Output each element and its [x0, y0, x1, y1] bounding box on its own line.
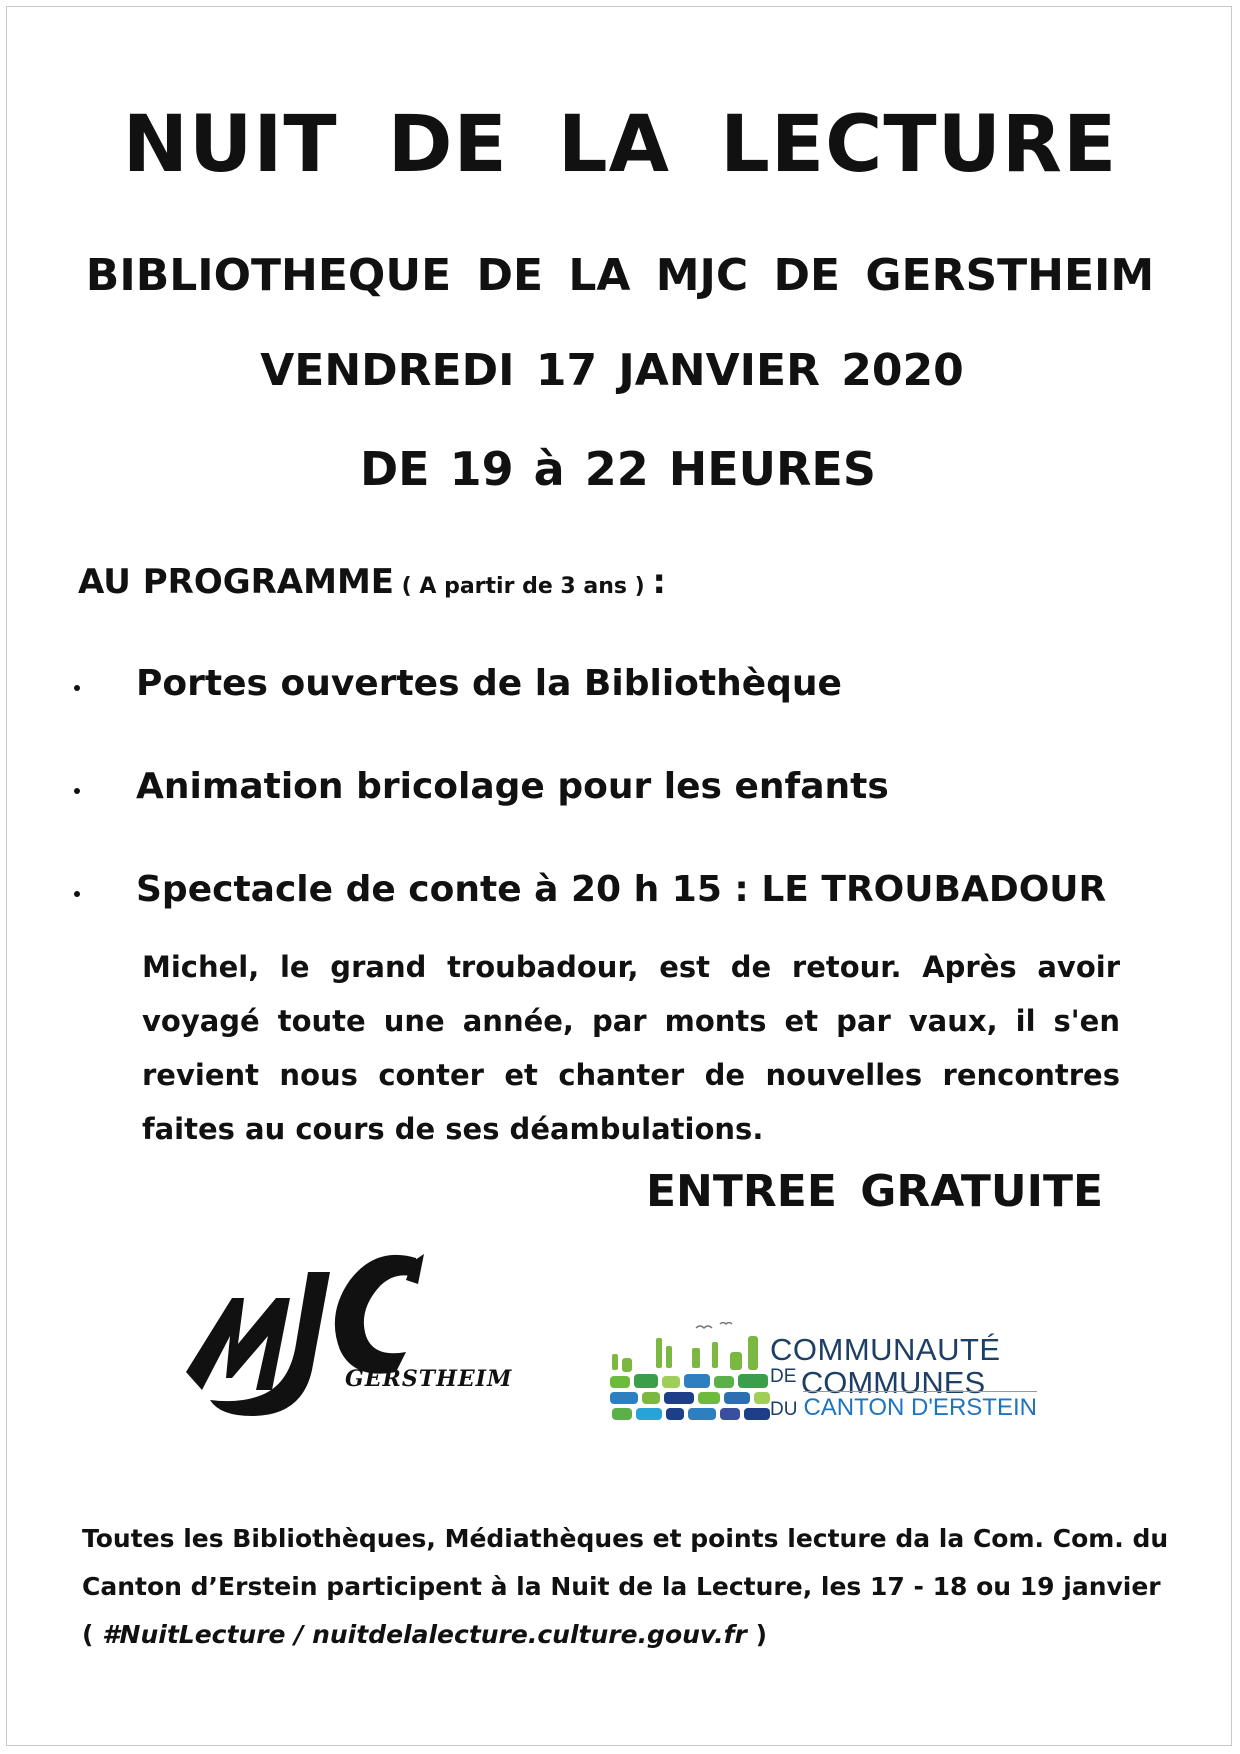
bullet-icon	[74, 891, 80, 897]
venue-line: BIBLIOTHEQUE DE LA MJC DE GERSTHEIM	[85, 250, 1155, 301]
program-age-note: ( A partir de 3 ans )	[394, 574, 653, 599]
free-entry-label: ENTREE GRATUITE	[646, 1166, 1104, 1217]
hashtag-label: #NuitLecture	[102, 1620, 286, 1649]
cc-logo-text	[770, 1334, 1037, 1420]
cc-line3	[770, 1396, 1037, 1420]
poster-title: NUIT DE LA LECTURE	[122, 100, 1118, 190]
footer-line	[82, 1611, 1142, 1659]
cc-line1: COMMUNAUTÉ	[770, 1332, 1001, 1367]
program-colon: :	[652, 562, 666, 602]
date-line: VENDREDI 17 JANVIER 2020	[260, 345, 964, 396]
cc-de: DE	[770, 1366, 797, 1387]
footer-note	[82, 1515, 1169, 1659]
footer-line: Toutes les Bibliothèques, Médiathèques et points lecture da la Com. Com. du	[82, 1524, 1169, 1553]
bullet-icon	[74, 685, 80, 691]
website-link[interactable]: nuitdelalecture.culture.gouv.fr	[312, 1620, 747, 1649]
program-item-label: Animation bricolage pour les enfants	[136, 766, 889, 807]
show-description: Michel, le grand troubadour, est de retour. Après avoir voyagé toute une année, par monts et par vaux, il s'en revient nous conter et chanter de nouvelles rencontres faites au cours de ses déambulations.	[142, 950, 1120, 1146]
cc-canton: CANTON D'ERSTEIN	[803, 1391, 1037, 1421]
footer-line: Canton d’Erstein participent à la Nuit de la Lecture, les 17 - 18 ou 19 janvier	[82, 1572, 1161, 1601]
program-heading-label: AU PROGRAMME	[78, 562, 395, 602]
program-item-label: Spectacle de conte à 20 h 15 : LE TROUBADOUR	[136, 869, 1107, 910]
footer-paren: )	[746, 1620, 768, 1649]
mjc-city-label: GERSTHEIM	[345, 1366, 513, 1392]
cc-du: DU	[770, 1399, 798, 1420]
mjc-logo	[180, 1240, 520, 1440]
cc-logo-mosaic	[608, 1322, 778, 1432]
bullet-icon	[74, 788, 80, 794]
footer-separator: /	[285, 1620, 313, 1649]
program-heading	[78, 562, 666, 602]
program-item-label: Portes ouvertes de la Bibliothèque	[136, 663, 842, 704]
cc-communes: COMMUNES	[800, 1365, 986, 1400]
hours-line: DE 19 à 22 HEURES	[360, 442, 876, 496]
footer-paren: (	[82, 1620, 103, 1649]
